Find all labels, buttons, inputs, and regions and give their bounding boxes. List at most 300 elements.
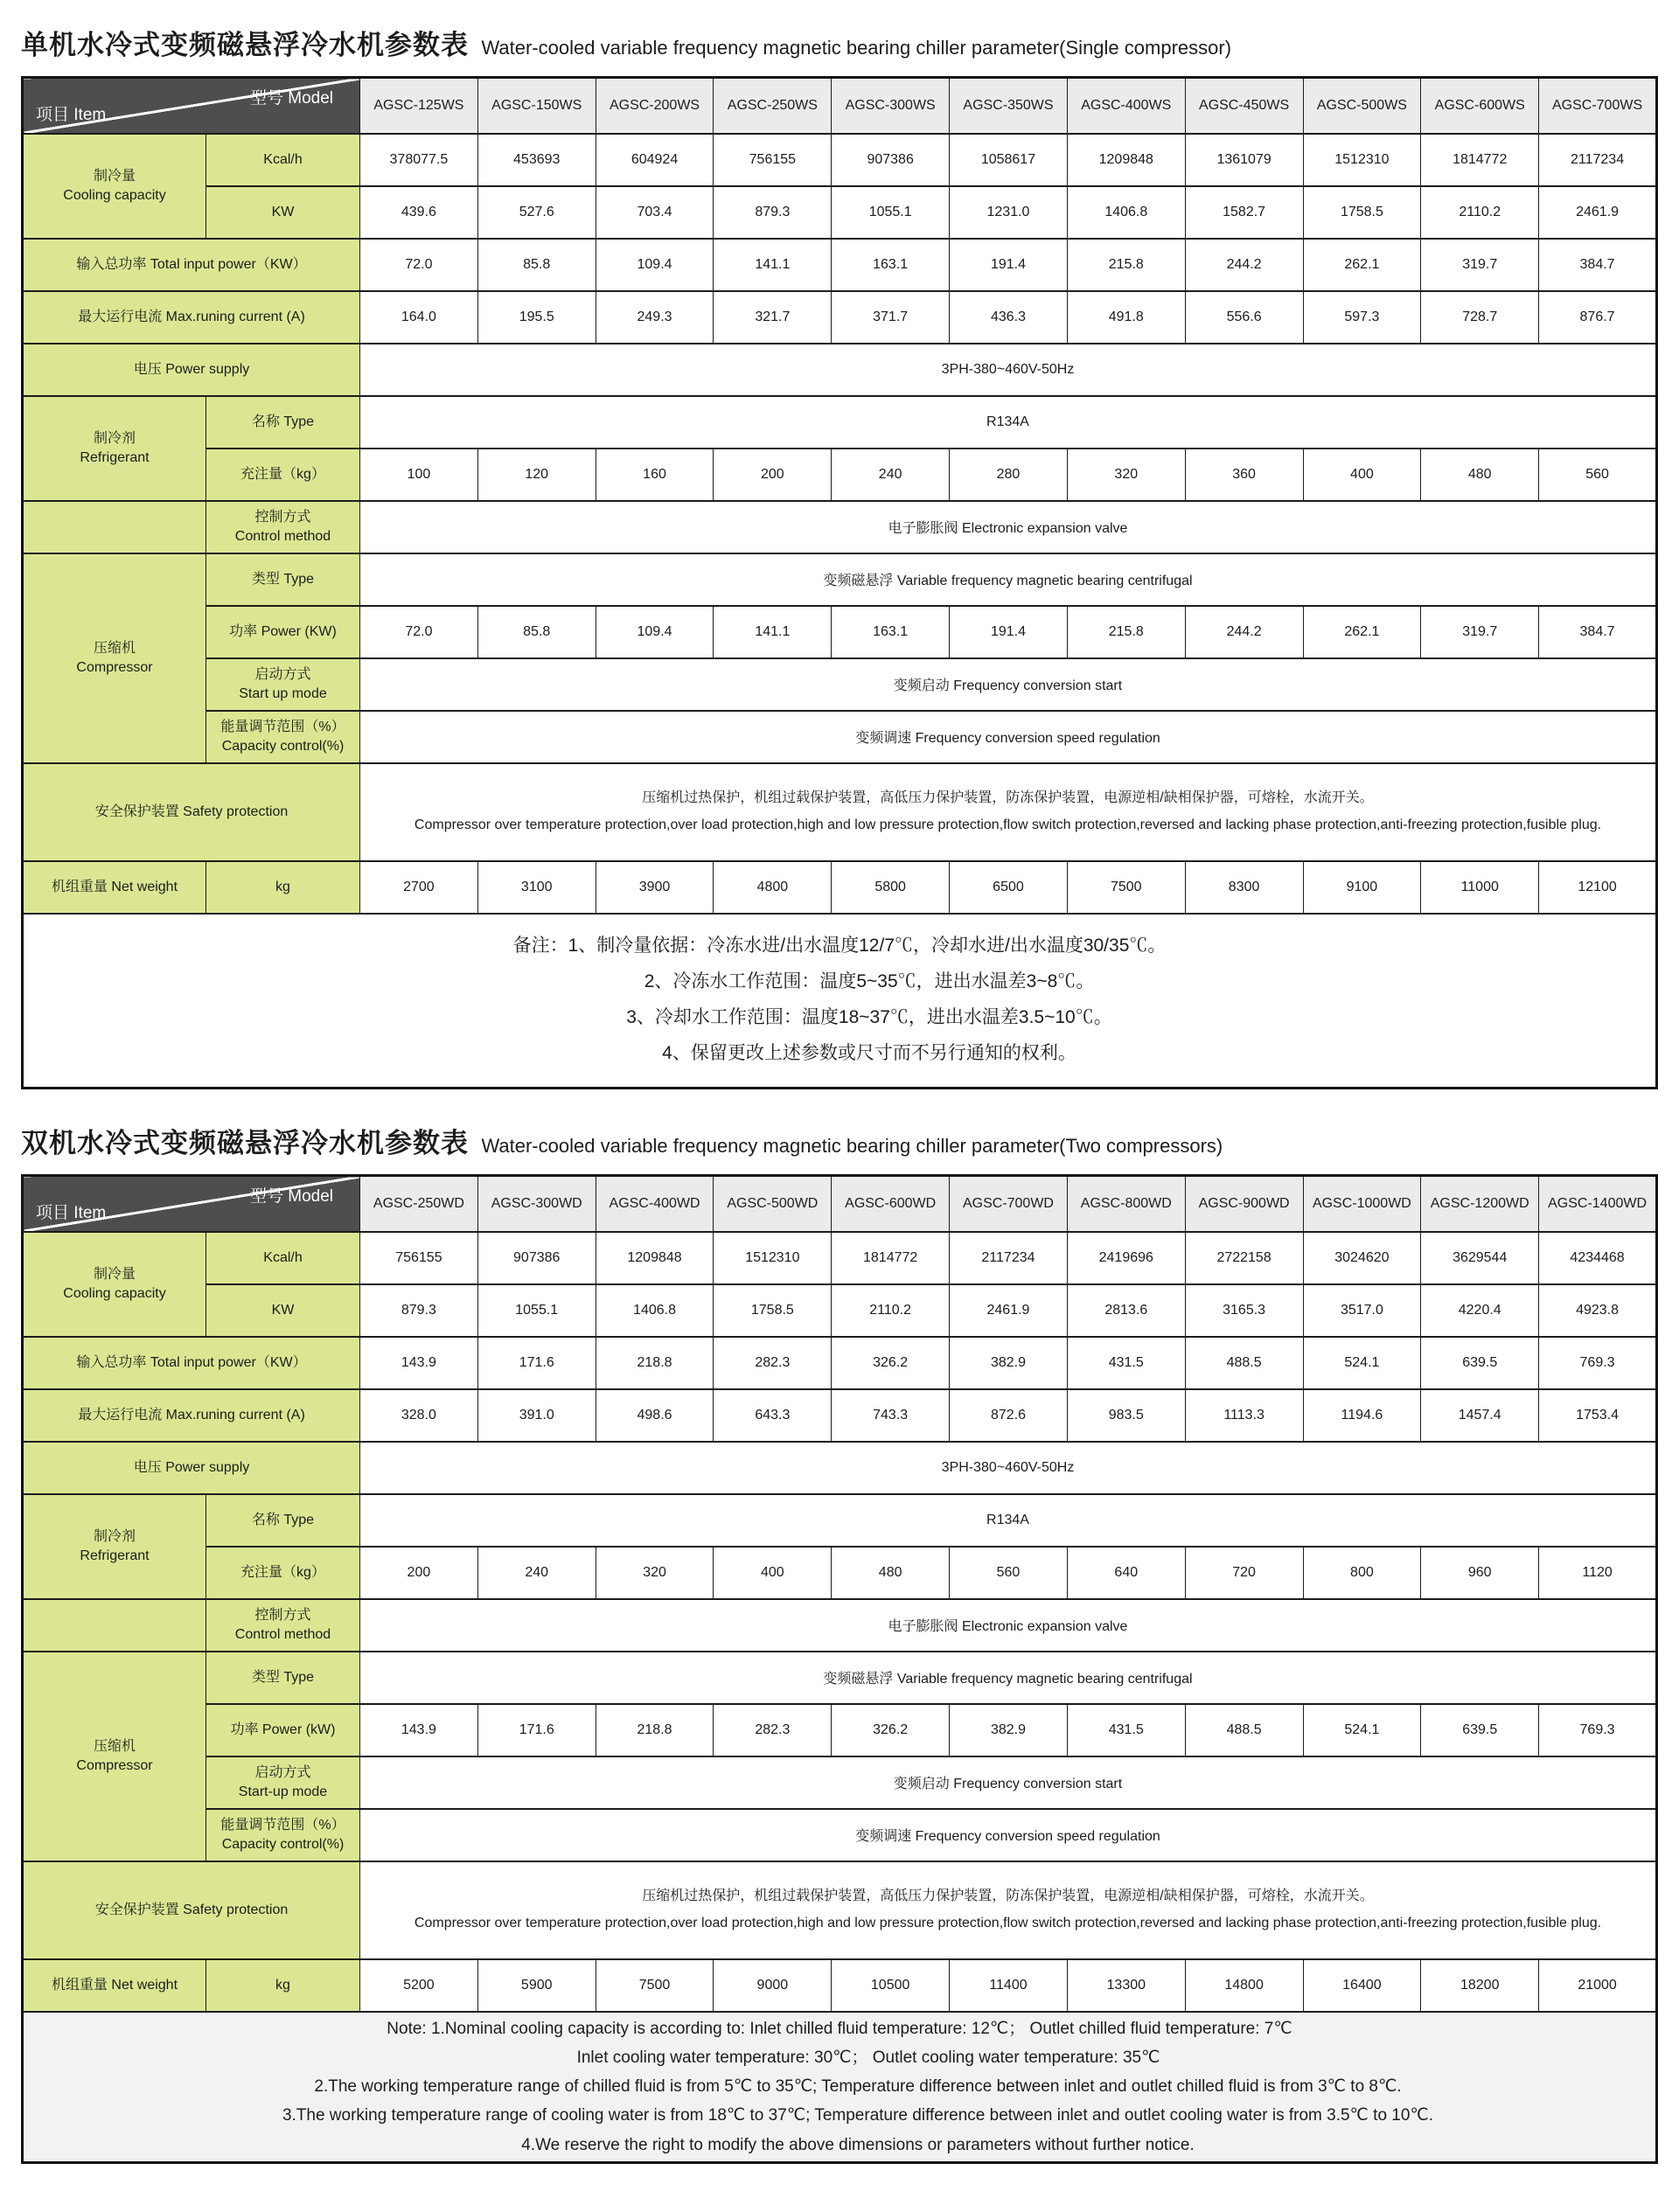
- value-cell: 604924: [596, 134, 714, 186]
- value-cell: 1058617: [950, 134, 1068, 186]
- value-cell: 1209848: [596, 1232, 714, 1284]
- value-cell: 1758.5: [714, 1284, 832, 1337]
- group-label-en: Refrigerant: [80, 449, 150, 465]
- value-cell: 1361079: [1185, 134, 1303, 186]
- value-cell: 498.6: [596, 1389, 714, 1442]
- group-label-cn: 制冷剂: [93, 1528, 136, 1544]
- note-line: Note: 1.Nominal cooling capacity is according to: Inlet chilled fluid temperature: 12℃； Outlet chilled fluid temperature: 7℃: [387, 2019, 1292, 2038]
- value-cell: 321.7: [714, 291, 832, 344]
- table-row: [23, 606, 1657, 658]
- row-label-kw: KW: [206, 1284, 360, 1337]
- value-cell: 488.5: [1185, 1704, 1303, 1756]
- value-cell: 960: [1421, 1547, 1539, 1599]
- group-label-refrigerant: [23, 396, 206, 501]
- group-label-en: Cooling capacity: [63, 187, 166, 203]
- model-header-cell: AGSC-350WS: [950, 78, 1068, 134]
- value-cell: 141.1: [714, 239, 832, 291]
- table-row: [23, 1809, 1657, 1861]
- startup-mode-value: 变频启动 Frequency conversion start: [360, 658, 1657, 711]
- row-label-kcal: Kcal/h: [206, 134, 360, 186]
- value-cell: 400: [1303, 449, 1421, 501]
- value-cell: 480: [1421, 449, 1539, 501]
- table-row: [23, 396, 1657, 449]
- value-cell: 160: [596, 449, 714, 501]
- value-cell: 1055.1: [477, 1284, 596, 1337]
- value-cell: 2110.2: [1421, 186, 1539, 239]
- capacity-control-value: 变频调速 Frequency conversion speed regulation: [360, 711, 1657, 763]
- group-label-cn: 制冷剂: [93, 430, 136, 446]
- model-header-cell: AGSC-900WD: [1185, 1176, 1303, 1232]
- model-header-cell: AGSC-1200WD: [1421, 1176, 1539, 1232]
- compressor-type-value: 变频磁悬浮 Variable frequency magnetic bearing centrifugal: [360, 553, 1657, 606]
- row-label-capacity-control: [206, 1809, 360, 1861]
- table-row: [23, 861, 1657, 914]
- value-cell: 2813.6: [1067, 1284, 1185, 1337]
- item-axis-label: 项目 Item: [36, 105, 107, 124]
- value-cell: 769.3: [1539, 1337, 1657, 1389]
- row-label-control-method: [206, 501, 360, 553]
- group-label-cooling-capacity: [23, 134, 206, 239]
- value-cell: 491.8: [1067, 291, 1185, 344]
- table-row: [23, 134, 1657, 186]
- value-cell: 5200: [360, 1959, 478, 2012]
- group-label-cn: 制冷量: [93, 1266, 136, 1282]
- row-label-startup-mode: [206, 658, 360, 711]
- value-cell: 800: [1303, 1547, 1421, 1599]
- value-cell: 1231.0: [950, 186, 1068, 239]
- model-header-cell: AGSC-300WS: [832, 78, 950, 134]
- value-cell: 4234468: [1539, 1232, 1657, 1284]
- value-cell: 171.6: [477, 1337, 596, 1389]
- table-row: [23, 78, 1657, 134]
- value-cell: 200: [714, 449, 832, 501]
- compressor-type-value: 变频磁悬浮 Variable frequency magnetic bearing centrifugal: [360, 1652, 1657, 1704]
- model-header-cell: AGSC-600WS: [1421, 78, 1539, 134]
- value-cell: 453693: [477, 134, 596, 186]
- value-cell: 16400: [1303, 1959, 1421, 2012]
- value-cell: 391.0: [477, 1389, 596, 1442]
- capacity-control-value: 变频调速 Frequency conversion speed regulation: [360, 1809, 1657, 1861]
- table-row: [23, 1494, 1657, 1547]
- table-row: [23, 2012, 1657, 2163]
- row-label-power-supply: 电压 Power supply: [23, 1442, 360, 1494]
- value-cell: 21000: [1539, 1959, 1657, 2012]
- row-label-refrigerant-charge: 充注量（kg）: [206, 449, 360, 501]
- model-header-cell: AGSC-500WS: [1303, 78, 1421, 134]
- value-cell: 191.4: [950, 606, 1068, 658]
- table2-notes: [23, 2012, 1657, 2163]
- row-label-cn: 能量调节范围（%）: [220, 1817, 345, 1833]
- value-cell: 3629544: [1421, 1232, 1539, 1284]
- table2-title-en: Water-cooled variable frequency magnetic bearing chiller parameter(Two compressors): [481, 1135, 1223, 1157]
- model-header-cell: AGSC-700WD: [950, 1176, 1068, 1232]
- value-cell: 1512310: [1303, 134, 1421, 186]
- model-header-cell: AGSC-800WD: [1067, 1176, 1185, 1232]
- table1-title-en: Water-cooled variable frequency magnetic bearing chiller parameter(Single compressor): [481, 37, 1232, 59]
- group-label-cn: 制冷量: [93, 168, 136, 184]
- value-cell: 876.7: [1539, 291, 1657, 344]
- row-label-en: Capacity control(%): [221, 1836, 345, 1852]
- value-cell: 639.5: [1421, 1704, 1539, 1756]
- row-label-max-running-current: 最大运行电流 Max.runing current (A): [23, 1389, 360, 1442]
- value-cell: 120: [477, 449, 596, 501]
- startup-mode-value: 变频启动 Frequency conversion start: [360, 1756, 1657, 1809]
- net-weight-unit: kg: [206, 1959, 360, 2012]
- value-cell: 14800: [1185, 1959, 1303, 2012]
- note-line: 备注：1、制冷量依据：冷冻水进/出水温度12/7℃，冷却水进/出水温度30/35℃。: [512, 936, 1167, 956]
- table1-notes: [23, 914, 1657, 1089]
- value-cell: 728.7: [1421, 291, 1539, 344]
- safety-protection-value: [360, 763, 1657, 861]
- table-row: [23, 1176, 1657, 1232]
- power-supply-value: 3PH-380~460V-50Hz: [360, 344, 1657, 396]
- model-header-cell: AGSC-250WS: [714, 78, 832, 134]
- value-cell: 4800: [714, 861, 832, 914]
- value-cell: 382.9: [950, 1704, 1068, 1756]
- value-cell: 3900: [596, 861, 714, 914]
- value-cell: 1753.4: [1539, 1389, 1657, 1442]
- value-cell: 2722158: [1185, 1232, 1303, 1284]
- model-header-cell: AGSC-1000WD: [1303, 1176, 1421, 1232]
- table-row: [23, 1959, 1657, 2012]
- value-cell: 3024620: [1303, 1232, 1421, 1284]
- value-cell: 431.5: [1067, 1337, 1185, 1389]
- value-cell: 9000: [714, 1959, 832, 2012]
- value-cell: 143.9: [360, 1704, 478, 1756]
- value-cell: 439.6: [360, 186, 478, 239]
- row-label-startup-mode: [206, 1756, 360, 1809]
- value-cell: 85.8: [477, 239, 596, 291]
- model-header-cell: AGSC-400WD: [596, 1176, 714, 1232]
- table-row: [23, 1547, 1657, 1599]
- value-cell: 384.7: [1539, 239, 1657, 291]
- table-row: [23, 1232, 1657, 1284]
- value-cell: 215.8: [1067, 606, 1185, 658]
- row-label-en: Capacity control(%): [221, 738, 345, 754]
- net-weight-unit: kg: [206, 861, 360, 914]
- row-label-power-supply: 电压 Power supply: [23, 344, 360, 396]
- header-diagonal-cell: [23, 1176, 360, 1232]
- value-cell: 1814772: [1421, 134, 1539, 186]
- value-cell: 907386: [832, 134, 950, 186]
- value-cell: 1120: [1539, 1547, 1657, 1599]
- value-cell: 326.2: [832, 1337, 950, 1389]
- value-cell: 556.6: [1185, 291, 1303, 344]
- value-cell: 244.2: [1185, 606, 1303, 658]
- table-row: [23, 291, 1657, 344]
- row-label-refrigerant-type: 名称 Type: [206, 1494, 360, 1547]
- table-row: [23, 763, 1657, 861]
- value-cell: 240: [477, 1547, 596, 1599]
- group-label-cooling-capacity: [23, 1232, 206, 1337]
- note-line: 2、冷冻水工作范围：温度5~35℃，进出水温差3~8℃。: [644, 971, 1095, 992]
- value-cell: 8300: [1185, 861, 1303, 914]
- value-cell: 480: [832, 1547, 950, 1599]
- value-cell: 5900: [477, 1959, 596, 2012]
- value-cell: 143.9: [360, 1337, 478, 1389]
- group-label-compressor: [23, 1652, 206, 1861]
- power-supply-value: 3PH-380~460V-50Hz: [360, 1442, 1657, 1494]
- value-cell: 643.3: [714, 1389, 832, 1442]
- value-cell: 13300: [1067, 1959, 1185, 2012]
- row-label-cn: 控制方式: [254, 509, 311, 525]
- value-cell: 3100: [477, 861, 596, 914]
- table-row: [23, 1284, 1657, 1337]
- value-cell: 1406.8: [596, 1284, 714, 1337]
- table-row: [23, 501, 1657, 553]
- value-cell: 1194.6: [1303, 1389, 1421, 1442]
- table-row: [23, 1442, 1657, 1494]
- model-header-cell: AGSC-125WS: [360, 78, 478, 134]
- two-compressor-table: [21, 1174, 1658, 2164]
- model-axis-label: 型号 Model: [249, 1187, 333, 1206]
- value-cell: 2117234: [1539, 134, 1657, 186]
- value-cell: 4923.8: [1539, 1284, 1657, 1337]
- group-label-en: Compressor: [76, 659, 153, 675]
- model-header-cell: AGSC-700WS: [1539, 78, 1657, 134]
- value-cell: 320: [596, 1547, 714, 1599]
- group-label-en: Cooling capacity: [63, 1285, 166, 1301]
- value-cell: 249.3: [596, 291, 714, 344]
- row-label-cn: 控制方式: [254, 1607, 311, 1623]
- value-cell: 18200: [1421, 1959, 1539, 2012]
- control-method-value: 电子膨胀阀 Electronic expansion valve: [360, 501, 1657, 553]
- note-line: Inlet cooling water temperature: 30℃； Outlet cooling water temperature: 35℃: [576, 2048, 1160, 2067]
- value-cell: 319.7: [1421, 606, 1539, 658]
- value-cell: 244.2: [1185, 239, 1303, 291]
- value-cell: 756155: [360, 1232, 478, 1284]
- value-cell: 371.7: [832, 291, 950, 344]
- value-cell: 85.8: [477, 606, 596, 658]
- value-cell: 431.5: [1067, 1704, 1185, 1756]
- value-cell: 218.8: [596, 1704, 714, 1756]
- value-cell: 4220.4: [1421, 1284, 1539, 1337]
- value-cell: 163.1: [832, 606, 950, 658]
- row-label-en: Start up mode: [239, 685, 327, 701]
- group-label-compressor: [23, 553, 206, 763]
- table1-title: [21, 23, 1658, 62]
- value-cell: 163.1: [832, 239, 950, 291]
- value-cell: 640: [1067, 1547, 1185, 1599]
- row-label-en: Control method: [234, 1626, 331, 1642]
- value-cell: 527.6: [477, 186, 596, 239]
- value-cell: 282.3: [714, 1704, 832, 1756]
- value-cell: 2700: [360, 861, 478, 914]
- row-label-refrigerant-type: 名称 Type: [206, 396, 360, 449]
- value-cell: 7500: [596, 1959, 714, 2012]
- row-label-refrigerant-charge: 充注量（kg）: [206, 1547, 360, 1599]
- value-cell: 524.1: [1303, 1337, 1421, 1389]
- value-cell: 436.3: [950, 291, 1068, 344]
- value-cell: 382.9: [950, 1337, 1068, 1389]
- row-label-capacity-control: [206, 711, 360, 763]
- table-row: [23, 239, 1657, 291]
- table2-title-cn: 双机水冷式变频磁悬浮冷水机参数表: [21, 1128, 469, 1158]
- row-label-net-weight: 机组重量 Net weight: [23, 1959, 206, 2012]
- table2-title: [21, 1121, 1658, 1160]
- row-label-net-weight: 机组重量 Net weight: [23, 861, 206, 914]
- row-label-total-input-power: 输入总功率 Total input power（KW）: [23, 1337, 360, 1389]
- value-cell: 639.5: [1421, 1337, 1539, 1389]
- value-cell: 9100: [1303, 861, 1421, 914]
- table-row: [23, 914, 1657, 1089]
- group-label-refrigerant: [23, 1494, 206, 1599]
- value-cell: 3165.3: [1185, 1284, 1303, 1337]
- note-line: 2.The working temperature range of chilled fluid is from 5℃ to 35℃; Temperature difference between inlet and outlet chilled fluid is from 3℃ to 8℃.: [314, 2077, 1402, 2096]
- model-header-cell: AGSC-450WS: [1185, 78, 1303, 134]
- empty-cell: [23, 501, 206, 553]
- safety-value-cn: 压缩机过热保护，机组过载保护装置，高低压力保护装置，防冻保护装置，电源逆相/缺相保护器，可熔栓，水流开关。: [642, 1889, 1374, 1904]
- note-line: 3、冷却水工作范围：温度18~37℃，进出水温差3.5~10℃。: [626, 1007, 1112, 1028]
- model-axis-label: 型号 Model: [249, 89, 333, 108]
- value-cell: 907386: [477, 1232, 596, 1284]
- model-header-cell: AGSC-400WS: [1067, 78, 1185, 134]
- row-label-safety-protection: 安全保护装置 Safety protection: [23, 1861, 360, 1959]
- value-cell: 10500: [832, 1959, 950, 2012]
- value-cell: 400: [714, 1547, 832, 1599]
- value-cell: 12100: [1539, 861, 1657, 914]
- value-cell: 2461.9: [1539, 186, 1657, 239]
- value-cell: 360: [1185, 449, 1303, 501]
- table-row: [23, 449, 1657, 501]
- value-cell: 1457.4: [1421, 1389, 1539, 1442]
- value-cell: 703.4: [596, 186, 714, 239]
- model-header-cell: AGSC-300WD: [477, 1176, 596, 1232]
- refrigerant-type-value: R134A: [360, 1494, 1657, 1547]
- value-cell: 6500: [950, 861, 1068, 914]
- row-label-compressor-type: 类型 Type: [206, 553, 360, 606]
- value-cell: 1512310: [714, 1232, 832, 1284]
- value-cell: 2110.2: [832, 1284, 950, 1337]
- item-axis-label: 项目 Item: [36, 1203, 107, 1222]
- table-row: [23, 1704, 1657, 1756]
- value-cell: 872.6: [950, 1389, 1068, 1442]
- safety-value-cn: 压缩机过热保护，机组过载保护装置，高低压力保护装置，防冻保护装置，电源逆相/缺相保护器，可熔栓，水流开关。: [642, 790, 1374, 806]
- value-cell: 215.8: [1067, 239, 1185, 291]
- row-label-cn: 能量调节范围（%）: [220, 719, 345, 734]
- table-row: [23, 1389, 1657, 1442]
- value-cell: 72.0: [360, 606, 478, 658]
- value-cell: 262.1: [1303, 606, 1421, 658]
- group-label-en: Refrigerant: [80, 1548, 150, 1563]
- value-cell: 1406.8: [1067, 186, 1185, 239]
- row-label-safety-protection: 安全保护装置 Safety protection: [23, 763, 360, 861]
- single-compressor-table: [21, 76, 1658, 1089]
- value-cell: 2461.9: [950, 1284, 1068, 1337]
- row-label-compressor-type: 类型 Type: [206, 1652, 360, 1704]
- value-cell: 200: [360, 1547, 478, 1599]
- empty-cell: [23, 1599, 206, 1652]
- value-cell: 191.4: [950, 239, 1068, 291]
- group-label-cn: 压缩机: [93, 1738, 136, 1754]
- value-cell: 164.0: [360, 291, 478, 344]
- table-row: [23, 1337, 1657, 1389]
- model-header-cell: AGSC-500WD: [714, 1176, 832, 1232]
- value-cell: 319.7: [1421, 239, 1539, 291]
- value-cell: 7500: [1067, 861, 1185, 914]
- value-cell: 1055.1: [832, 186, 950, 239]
- value-cell: 1209848: [1067, 134, 1185, 186]
- value-cell: 328.0: [360, 1389, 478, 1442]
- value-cell: 5800: [832, 861, 950, 914]
- model-header-cell: AGSC-200WS: [596, 78, 714, 134]
- note-line: 3.The working temperature range of cooling water is from 18℃ to 37℃; Temperature difference between inlet and outlet cooling water is from 3.5℃ to 10℃.: [282, 2106, 1434, 2125]
- value-cell: 983.5: [1067, 1389, 1185, 1442]
- table-row: [23, 1599, 1657, 1652]
- value-cell: 743.3: [832, 1389, 950, 1442]
- model-header-cell: AGSC-600WD: [832, 1176, 950, 1232]
- table-row: [23, 1861, 1657, 1959]
- value-cell: 3517.0: [1303, 1284, 1421, 1337]
- value-cell: 262.1: [1303, 239, 1421, 291]
- safety-value-en: Compressor over temperature protection,over load protection,high and low pressure protection,flow switch protection,reversed and lacking phase protection,anti-freezing protection,fusible plug.: [414, 817, 1602, 832]
- value-cell: 720: [1185, 1547, 1303, 1599]
- value-cell: 756155: [714, 134, 832, 186]
- value-cell: 280: [950, 449, 1068, 501]
- value-cell: 879.3: [714, 186, 832, 239]
- row-label-en: Control method: [234, 528, 331, 544]
- value-cell: 141.1: [714, 606, 832, 658]
- table-row: [23, 1756, 1657, 1809]
- model-header-cell: AGSC-1400WD: [1539, 1176, 1657, 1232]
- value-cell: 524.1: [1303, 1704, 1421, 1756]
- value-cell: 1582.7: [1185, 186, 1303, 239]
- group-label-en: Compressor: [76, 1757, 153, 1773]
- table-row: [23, 186, 1657, 239]
- row-label-total-input-power: 输入总功率 Total input power（KW）: [23, 239, 360, 291]
- row-label-kcal: Kcal/h: [206, 1232, 360, 1284]
- row-label-control-method: [206, 1599, 360, 1652]
- value-cell: 378077.5: [360, 134, 478, 186]
- value-cell: 282.3: [714, 1337, 832, 1389]
- value-cell: 195.5: [477, 291, 596, 344]
- note-line: 4、保留更改上述参数或尺寸而不另行通知的权利。: [662, 1043, 1076, 1064]
- value-cell: 320: [1067, 449, 1185, 501]
- group-label-cn: 压缩机: [93, 640, 136, 656]
- table-row: [23, 658, 1657, 711]
- row-label-max-running-current: 最大运行电流 Max.runing current (A): [23, 291, 360, 344]
- table-row: [23, 1652, 1657, 1704]
- value-cell: 384.7: [1539, 606, 1657, 658]
- header-diagonal-cell: [23, 78, 360, 134]
- note-line: 4.We reserve the right to modify the above dimensions or parameters without further notice.: [521, 2135, 1195, 2154]
- table1-title-cn: 单机水冷式变频磁悬浮冷水机参数表: [21, 30, 469, 60]
- row-label-compressor-power: 功率 Power (kW): [206, 1704, 360, 1756]
- row-label-compressor-power: 功率 Power (KW): [206, 606, 360, 658]
- value-cell: 488.5: [1185, 1337, 1303, 1389]
- value-cell: 72.0: [360, 239, 478, 291]
- model-header-cell: AGSC-250WD: [360, 1176, 478, 1232]
- value-cell: 1814772: [832, 1232, 950, 1284]
- value-cell: 109.4: [596, 606, 714, 658]
- row-label-cn: 启动方式: [254, 1764, 311, 1780]
- value-cell: 560: [950, 1547, 1068, 1599]
- value-cell: 879.3: [360, 1284, 478, 1337]
- value-cell: 597.3: [1303, 291, 1421, 344]
- refrigerant-type-value: R134A: [360, 396, 1657, 449]
- row-label-en: Start-up mode: [238, 1784, 328, 1799]
- value-cell: 109.4: [596, 239, 714, 291]
- value-cell: 1758.5: [1303, 186, 1421, 239]
- value-cell: 100: [360, 449, 478, 501]
- value-cell: 560: [1539, 449, 1657, 501]
- model-header-cell: AGSC-150WS: [477, 78, 596, 134]
- value-cell: 240: [832, 449, 950, 501]
- value-cell: 171.6: [477, 1704, 596, 1756]
- value-cell: 326.2: [832, 1704, 950, 1756]
- row-label-cn: 启动方式: [254, 666, 311, 682]
- row-label-kw: KW: [206, 186, 360, 239]
